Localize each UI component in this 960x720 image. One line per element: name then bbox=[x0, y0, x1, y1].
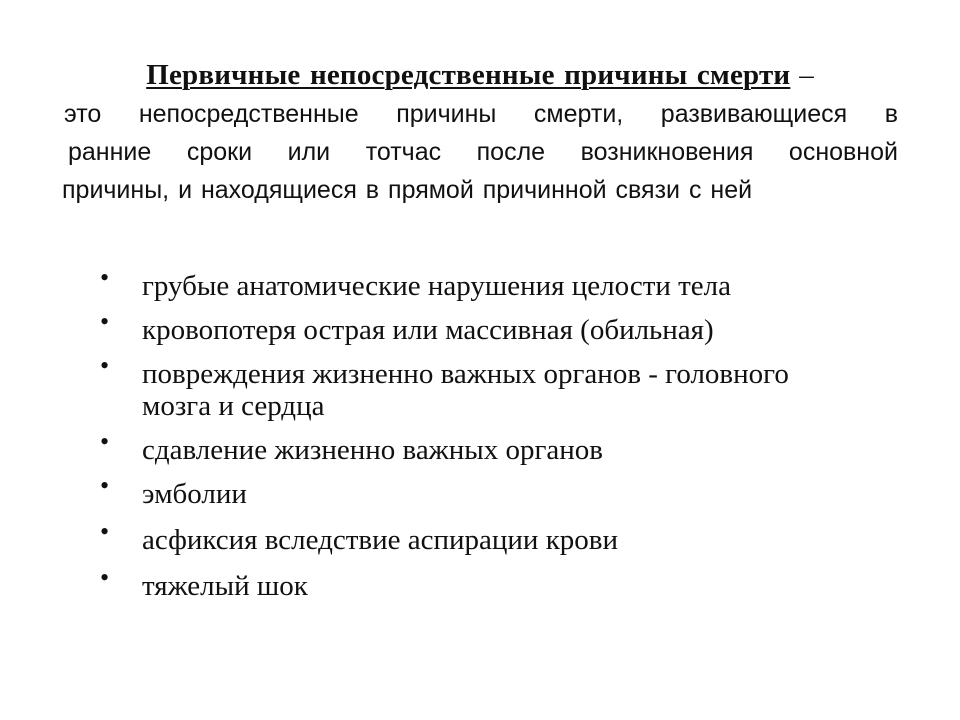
definition-line: причины, и находящиеся в прямой причинной связи с ней bbox=[62, 176, 753, 204]
definition-dash: – bbox=[799, 59, 814, 91]
bullet-list bbox=[100, 262, 900, 602]
list-item-text: сдавление жизненно важных органов bbox=[142, 434, 603, 466]
definition-term: Первичные непосредственные причины смерти bbox=[146, 59, 791, 91]
bullet-icon: • bbox=[100, 263, 110, 292]
bullet-icon: • bbox=[100, 517, 110, 546]
list-item bbox=[100, 517, 900, 556]
list-item bbox=[100, 427, 900, 466]
list-item bbox=[100, 351, 900, 422]
list-item bbox=[100, 471, 900, 510]
definition-line: это непосредственные причины смерти, развивающиеся в bbox=[64, 100, 898, 128]
list-item-text: тяжелый шок bbox=[142, 570, 308, 602]
list-item-text: эмболии bbox=[142, 478, 247, 510]
list-item-text: кровопотеря острая или массивная (обильная) bbox=[142, 314, 714, 346]
list-item-text: грубые анатомические нарушения целости тела bbox=[142, 270, 732, 302]
list-item bbox=[100, 563, 900, 602]
list-item bbox=[100, 307, 900, 346]
definition-title-line bbox=[62, 56, 898, 95]
bullet-icon: • bbox=[100, 307, 110, 336]
definition-line: ранние сроки или тотчас после возникновения основной bbox=[68, 138, 898, 166]
list-item-text: повреждения жизненно важных органов - головного мозга и сердца bbox=[142, 358, 789, 422]
bullet-icon: • bbox=[100, 563, 110, 592]
list-item bbox=[100, 263, 900, 302]
list-item-text: асфиксия вследствие аспирации крови bbox=[142, 524, 619, 556]
bullet-icon: • bbox=[100, 471, 110, 500]
definition-block bbox=[62, 56, 898, 209]
bullet-icon: • bbox=[100, 427, 110, 456]
bullet-icon: • bbox=[100, 351, 110, 380]
